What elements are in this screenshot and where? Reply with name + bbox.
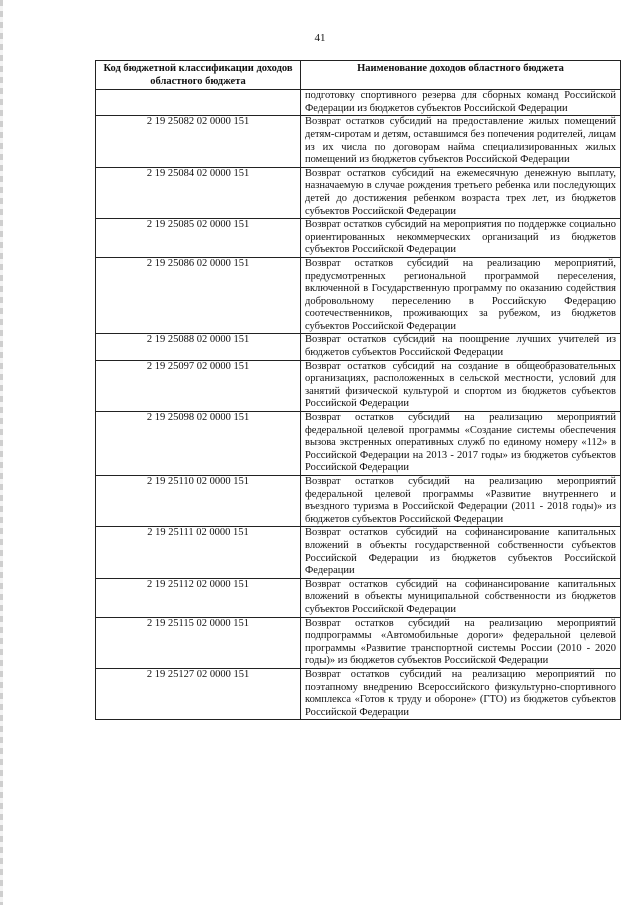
budget-code-cell: 2 19 25098 02 0000 151: [96, 412, 301, 476]
revenue-name-cell: Возврат остатков субсидий на поощрение лучших учителей из бюджетов субъектов Российской Федерации: [301, 334, 621, 360]
budget-code-cell: 2 19 25088 02 0000 151: [96, 334, 301, 360]
code-column-header: Код бюджетной классификации доходов областного бюджета: [96, 61, 301, 90]
table-row: [96, 257, 621, 334]
table-row: [96, 219, 621, 258]
scan-edge: [0, 0, 3, 905]
revenue-name-cell: Возврат остатков субсидий на софинансирование капитальных вложений в объекты государственной собственности субъектов Российской Федерации из бюджетов субъектов Российской Федерации: [301, 527, 621, 578]
revenue-name-cell: Возврат остатков субсидий на ежемесячную денежную выплату, назначаемую в случае рождения третьего ребенка или последующих детей до достижения ребенком возраста трех лет, из бюджетов субъектов Российской Федерации: [301, 167, 621, 218]
table-row: [96, 412, 621, 476]
revenue-name-cell: подготовку спортивного резерва для сборных команд Российской Федерации из бюджетов субъектов Российской Федерации: [301, 90, 621, 116]
revenue-name-cell: Возврат остатков субсидий на реализацию мероприятий федеральной целевой программы «Развитие внутреннего и въездного туризма в Российской Федерации (2011 - 2018 годы)» из бюджетов субъектов Российской Федерации: [301, 476, 621, 527]
table-header-row: [96, 61, 621, 90]
revenue-name-cell: Возврат остатков субсидий на софинансирование капитальных вложений в объекты муниципальной собственности из бюджетов субъектов Российской Федерации: [301, 578, 621, 617]
budget-code-cell: 2 19 25112 02 0000 151: [96, 578, 301, 617]
budget-code-cell: 2 19 25115 02 0000 151: [96, 617, 301, 668]
table-row: [96, 668, 621, 719]
budget-code-cell: 2 19 25082 02 0000 151: [96, 116, 301, 167]
revenue-name-cell: Возврат остатков субсидий на предоставление жилых помещений детям-сиротам и детям, оставшимся без попечения родителей, лицам из их числа по договорам найма специализированных жилых помещений из бюджетов субъектов Российской Федерации: [301, 116, 621, 167]
table-row: [96, 617, 621, 668]
budget-code-cell: 2 19 25127 02 0000 151: [96, 668, 301, 719]
revenue-name-cell: Возврат остатков субсидий на реализацию мероприятий подпрограммы «Автомобильные дороги» федеральной целевой программы «Развитие транспортной системы России (2010 - 2020 годы)» из бюджетов субъектов Российской Федерации: [301, 617, 621, 668]
budget-revenue-table: [95, 60, 621, 720]
table-row: [96, 578, 621, 617]
revenue-name-cell: Возврат остатков субсидий на реализацию мероприятий по поэтапному внедрению Всероссийского физкультурно-спортивного комплекса «Готов к труду и обороне» (ГТО) из бюджетов субъектов Российской Федерации: [301, 668, 621, 719]
budget-code-cell: 2 19 25084 02 0000 151: [96, 167, 301, 218]
revenue-name-cell: Возврат остатков субсидий на создание в общеобразовательных организациях, расположенных в сельской местности, условий для занятий физической культурой и спортом из бюджетов субъектов Российской Федерации: [301, 360, 621, 411]
table-row: [96, 116, 621, 167]
budget-code-cell: [96, 90, 301, 116]
name-column-header: Наименование доходов областного бюджета: [301, 61, 621, 90]
table-row: [96, 360, 621, 411]
revenue-name-cell: Возврат остатков субсидий на мероприятия по поддержке социально ориентированных некоммерческих организаций из бюджетов субъектов Российской Федерации: [301, 219, 621, 258]
budget-code-cell: 2 19 25110 02 0000 151: [96, 476, 301, 527]
budget-code-cell: 2 19 25111 02 0000 151: [96, 527, 301, 578]
budget-code-cell: 2 19 25086 02 0000 151: [96, 257, 301, 334]
revenue-name-cell: Возврат остатков субсидий на реализацию мероприятий, предусмотренных региональной программой переселения, включенной в Государственную программу по оказанию содействия добровольному переселению в Российскую Федерацию соотечественников, проживающих за рубежом, из бюджетов субъектов Российской Федерации: [301, 257, 621, 334]
page-number: 41: [314, 32, 326, 44]
table-row: [96, 167, 621, 218]
budget-code-cell: 2 19 25085 02 0000 151: [96, 219, 301, 258]
table-row: [96, 334, 621, 360]
table-body: [96, 90, 621, 720]
table-row: [96, 527, 621, 578]
table-row: [96, 90, 621, 116]
revenue-name-cell: Возврат остатков субсидий на реализацию мероприятий федеральной целевой программы «Создание системы обеспечения вызова экстренных оперативных служб по единому номеру «112» в Российской Федерации на 2013 - 2017 годы» из бюджетов субъектов Российской Федерации: [301, 412, 621, 476]
budget-code-cell: 2 19 25097 02 0000 151: [96, 360, 301, 411]
table-row: [96, 476, 621, 527]
